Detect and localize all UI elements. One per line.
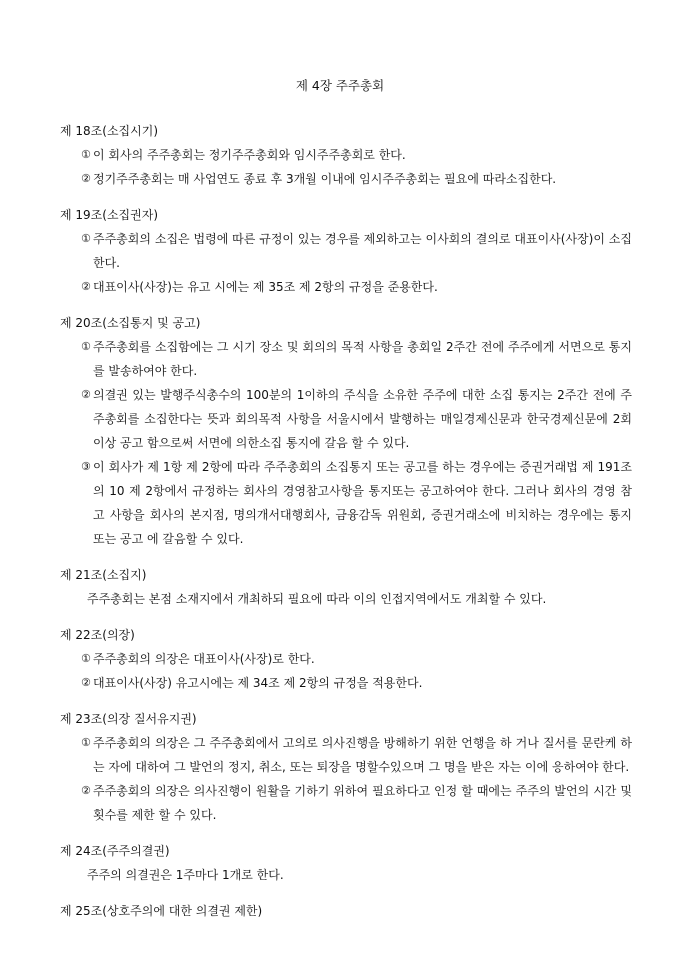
article (60, 119, 632, 191)
item-number: ① (81, 340, 91, 353)
article-item (60, 455, 632, 551)
item-text: 주주총회의 의장은 그 주주총회에서 고의로 의사진행을 방해하기 위한 언행을 하 거나 질서를 문란케 하는 자에 대하여 그 발언의 정지, 취소, 또는 퇴장을 명할수있으며 그 명을 받은 자는 이에 응하여야 한다. (93, 736, 632, 774)
article (60, 899, 632, 923)
article-item (60, 335, 632, 383)
article (60, 311, 632, 551)
item-text: 대표이사(사장) 유고시에는 제 34조 제 2항의 규정을 적용한다. (93, 676, 423, 690)
article-heading: 제 18조(소집시기) (60, 124, 158, 138)
article-item (60, 383, 632, 455)
item-text: 이 회사의 주주총회는 정기주주총회와 임시주주총회로 한다. (93, 148, 406, 162)
article (60, 623, 632, 695)
article-item (60, 167, 632, 191)
article-item (60, 227, 632, 275)
article (60, 563, 632, 611)
article-heading: 제 25조(상호주의에 대한 의결권 제한) (60, 904, 263, 918)
item-text: 대표이사(사장)는 유고 시에는 제 35조 제 2항의 규정을 준용한다. (93, 280, 438, 294)
article-heading: 제 24조(주주의결권) (60, 844, 170, 858)
article-item (60, 779, 632, 827)
item-number: ③ (81, 460, 91, 473)
item-number: ② (81, 676, 91, 689)
article-paragraph: 주주의 의결권은 1주마다 1개로 한다. (87, 868, 284, 882)
article-heading: 제 20조(소집통지 및 공고) (60, 316, 201, 330)
articles-list (60, 119, 632, 935)
article-heading: 제 21조(소집지) (60, 568, 147, 582)
article (60, 839, 632, 887)
item-number: ② (81, 172, 91, 185)
item-number: ① (81, 148, 91, 161)
article-paragraph: 주주총회는 본점 소재지에서 개최하되 필요에 따라 이의 인접지역에서도 개최할 수 있다. (87, 592, 547, 606)
item-number: ① (81, 652, 91, 665)
article (60, 707, 632, 827)
item-text: 주주총회를 소집함에는 그 시기 장소 및 회의의 목적 사항을 총회일 2주간 전에 주주에게 서면으로 통지를 발송하여야 한다. (93, 340, 632, 378)
article (60, 203, 632, 299)
item-number: ① (81, 736, 91, 749)
article-item (60, 143, 632, 167)
article-item (60, 647, 632, 671)
item-number: ② (81, 784, 91, 797)
chapter-title: 제 4장 주주총회 (295, 78, 385, 93)
article-heading: 제 23조(의장 질서유지권) (60, 712, 197, 726)
item-text: 정기주주총회는 매 사업연도 종료 후 3개월 이내에 임시주주총회는 필요에 따라소집한다. (93, 172, 557, 186)
article-item (60, 731, 632, 779)
item-number: ② (81, 388, 91, 401)
article-item (60, 671, 632, 695)
item-text: 이 회사가 제 1항 제 2항에 따라 주주총회의 소집통지 또는 공고를 하는 경우에는 증권거래법 제 191조의 10 제 2항에서 규정하는 회사의 경영참고사항을 통지또는 공고하여야 한다. 그러나 회사의 경영 참고 사항을 회사의 본지점, 명의개서대행회사, 금융감독 위원회, 증권거래소에 비치하는 경우에는 통지 또는 공고 에 갈음할 수 있다. (93, 460, 632, 546)
item-text: 주주총회의 의장은 대표이사(사장)로 한다. (93, 652, 315, 666)
item-text: 의결권 있는 발행주식총수의 100분의 1이하의 주식을 소유한 주주에 대한 소집 통지는 2주간 전에 주주총회를 소집한다는 뜻과 회의목적 사항을 서울시에서 발행하는 매일경제신문과 한국경제신문에 2회 이상 공고 함으로써 서면에 의한소집 통지에 갈음 할 수 있다. (93, 388, 632, 450)
item-number: ② (81, 280, 91, 293)
article-heading: 제 22조(의장) (60, 628, 135, 642)
article-item (60, 275, 632, 299)
item-number: ① (81, 232, 91, 245)
item-text: 주주총회의 의장은 의사진행이 원활을 기하기 위하여 필요하다고 인정 할 때에는 주주의 발언의 시간 및 횟수를 제한 할 수 있다. (93, 784, 632, 822)
item-text: 주주총회의 소집은 법령에 따른 규정이 있는 경우를 제외하고는 이사회의 결의로 대표이사(사장)이 소집한다. (93, 232, 632, 270)
article-heading: 제 19조(소집권자) (60, 208, 158, 222)
